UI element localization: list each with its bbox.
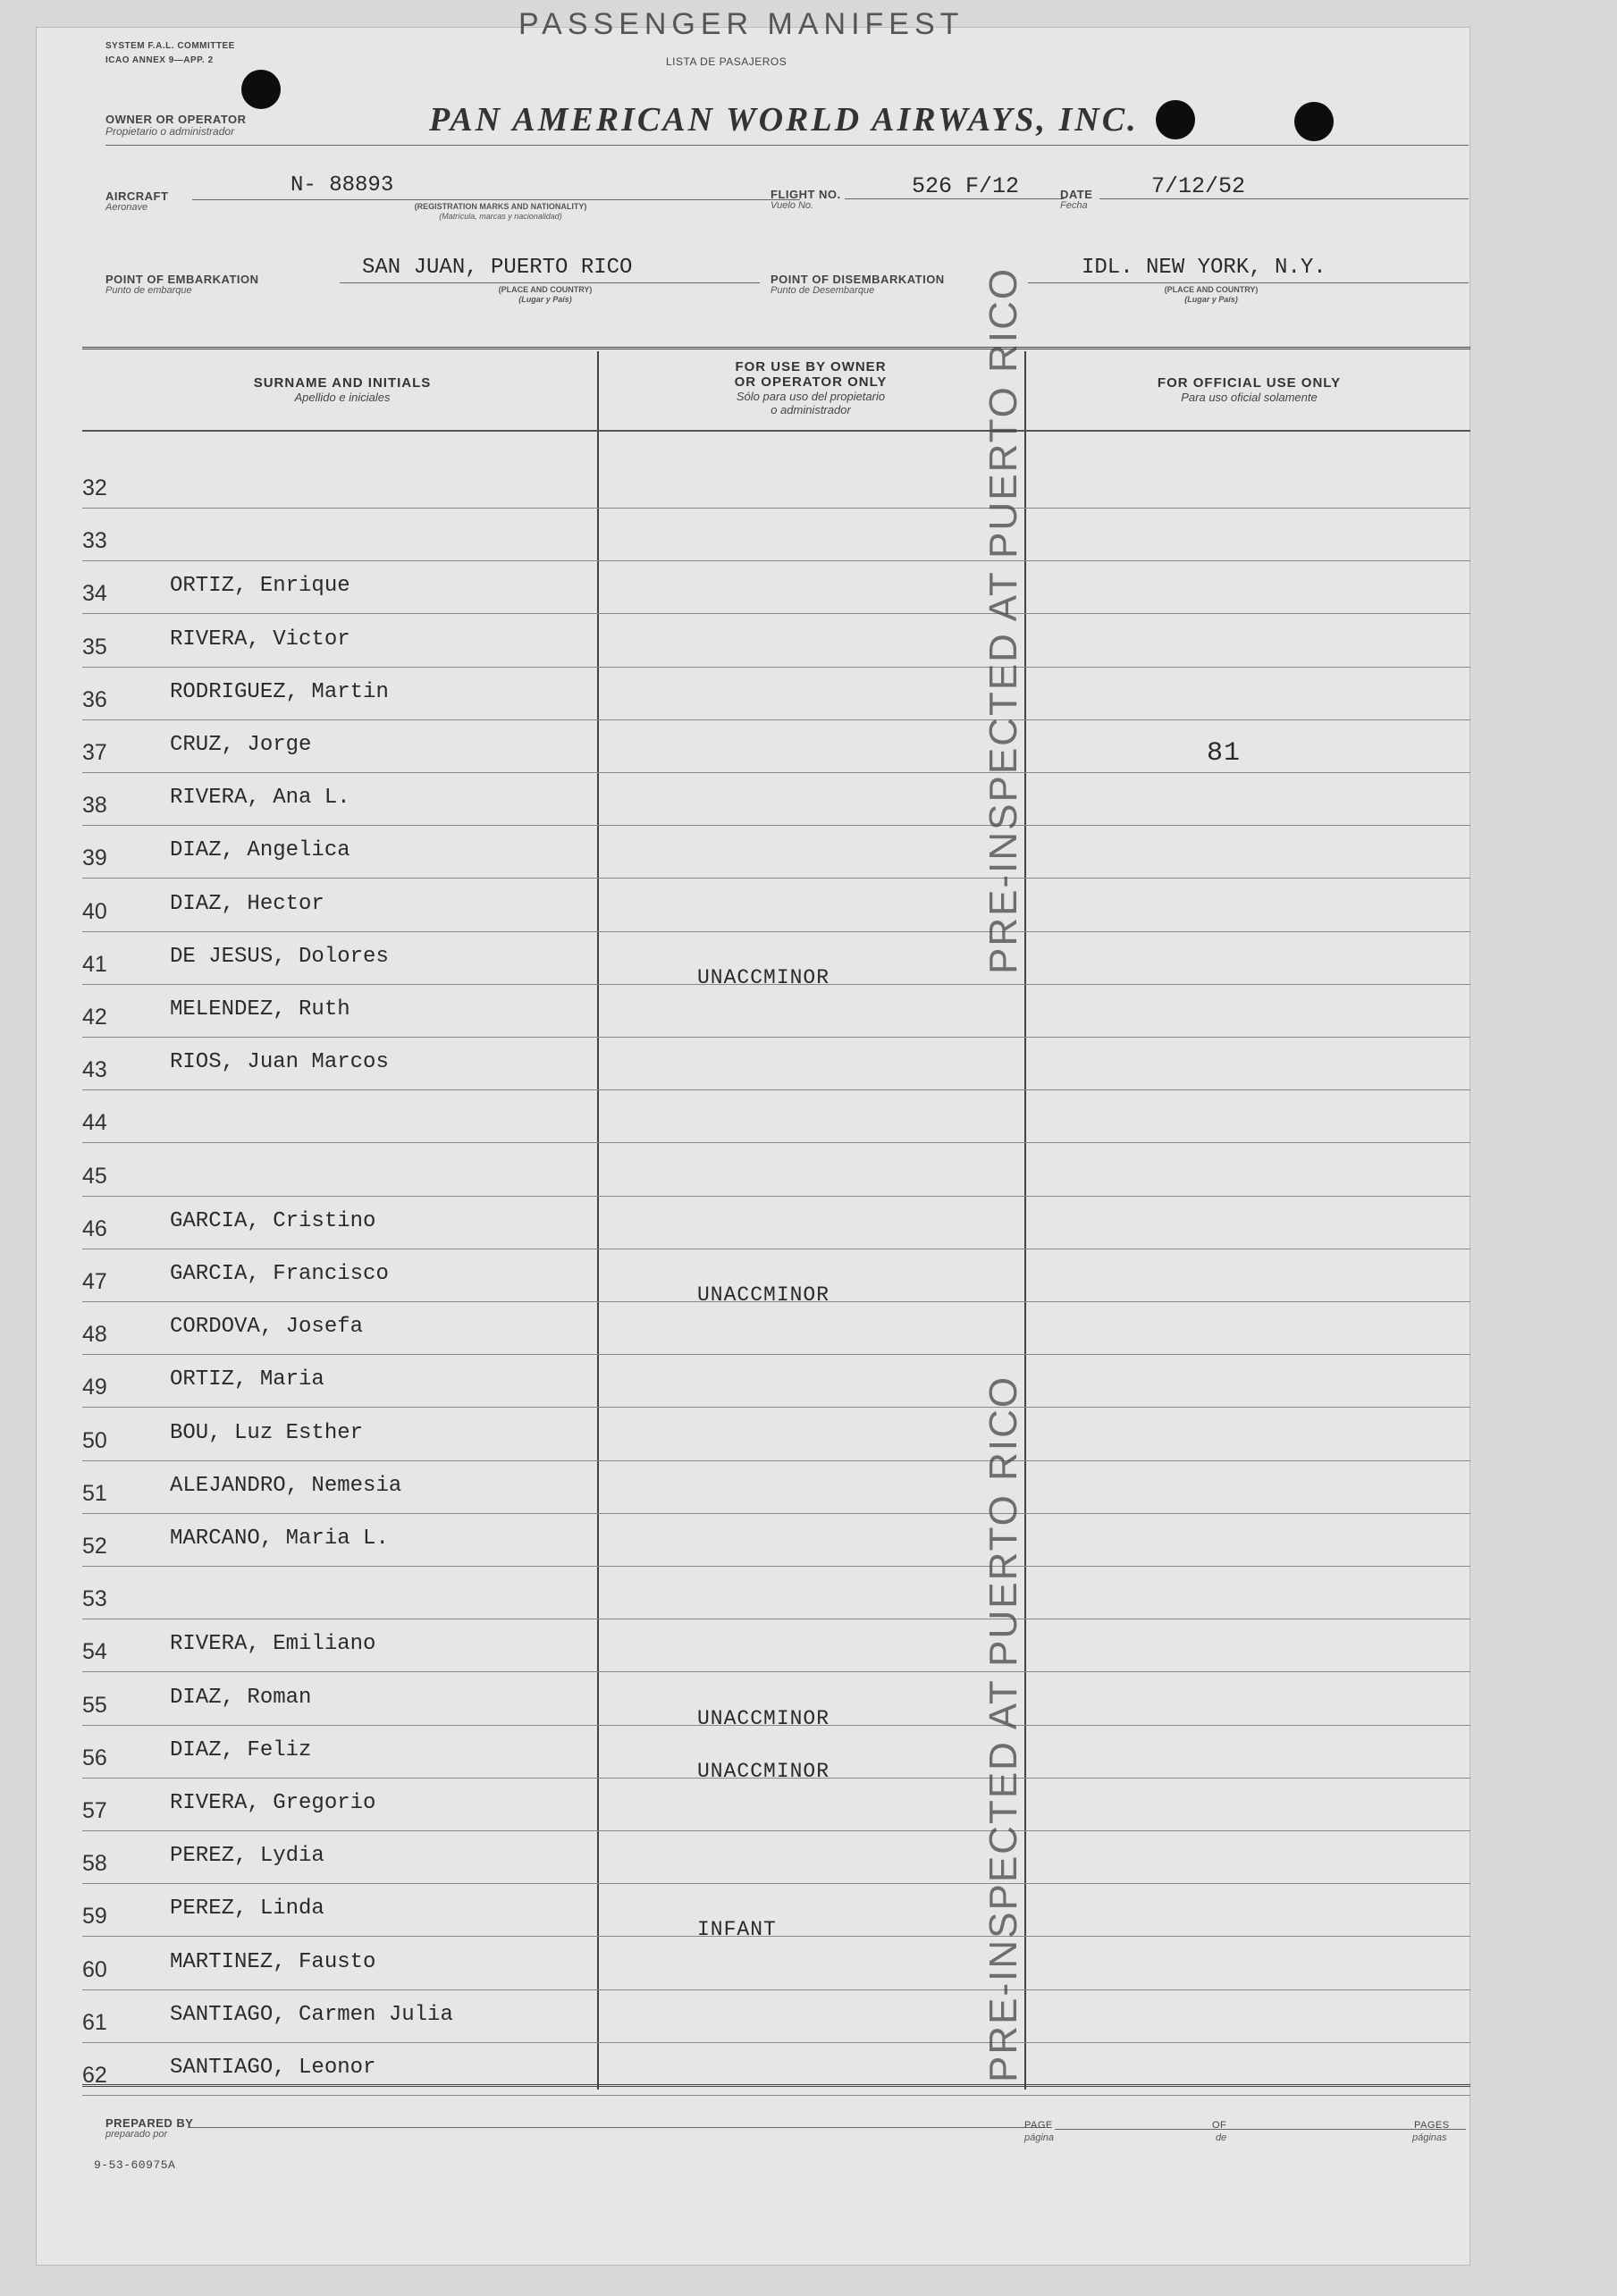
row-number: 34 (82, 581, 107, 607)
passenger-name: PEREZ, Linda (170, 1897, 324, 1922)
passenger-name: ORTIZ, Maria (170, 1367, 324, 1392)
manifest-subtitle: LISTA DE PASAJEROS (666, 55, 787, 68)
passenger-name: BOU, Luz Esther (170, 1420, 364, 1445)
row-rule (82, 1513, 1470, 1514)
row-rule (82, 667, 1470, 668)
passenger-name: MELENDEZ, Ruth (170, 997, 350, 1022)
row-number: 54 (82, 1639, 107, 1665)
embark-label: POINT OF EMBARKATION (105, 273, 259, 286)
row-number: 47 (82, 1269, 107, 1294)
passenger-name: CORDOVA, Josefa (170, 1315, 364, 1340)
passenger-name: MARTINEZ, Fausto (170, 1949, 376, 1974)
date-label: DATE (1060, 188, 1093, 201)
embark-underline (340, 282, 760, 283)
row-number: 50 (82, 1427, 107, 1453)
airline-name: PAN AMERICAN WORLD AIRWAYS, INC. (429, 101, 1139, 139)
passenger-name: ALEJANDRO, Nemesia (170, 1473, 402, 1498)
punch-hole (241, 70, 281, 109)
aircraft-value: N- 88893 (291, 173, 394, 198)
table-bottom-rule (82, 2084, 1470, 2087)
page-underline (1055, 2129, 1466, 2130)
owner-note: UNACCMINOR (697, 965, 830, 989)
row-number: 38 (82, 793, 107, 819)
disembark-value: IDL. NEW YORK, N.Y. (1082, 256, 1326, 280)
row-number: 57 (82, 1798, 107, 1823)
row-number: 60 (82, 1956, 107, 1982)
preinspected-stamp: PRE-INSPECTED AT PUERTO RICO (981, 266, 1025, 974)
row-rule (82, 1142, 1470, 1143)
passenger-name: RODRIGUEZ, Martin (170, 679, 389, 704)
row-rule (82, 1037, 1470, 1038)
prepared-underline (188, 2127, 1046, 2128)
row-number: 41 (82, 951, 107, 977)
header-bottom-rule (82, 430, 1470, 432)
official-entry: 81 (1207, 738, 1242, 769)
row-rule (82, 1883, 1470, 1884)
punch-hole (1156, 100, 1195, 139)
passenger-name: ORTIZ, Enrique (170, 574, 350, 599)
preinspected-stamp: PRE-INSPECTED AT PUERTO RICO (981, 1375, 1025, 2082)
date-underline (1099, 198, 1469, 199)
of-label: OF (1212, 2120, 1227, 2131)
row-number: 62 (82, 2063, 107, 2088)
registration-caption: (REGISTRATION MARKS AND NATIONALITY) (Matrícula, marcas y nacionalidad) (414, 202, 587, 221)
row-number: 59 (82, 1904, 107, 1930)
table-top-rule (82, 347, 1470, 349)
row-number: 40 (82, 898, 107, 924)
passenger-name: RIVERA, Ana L. (170, 786, 350, 811)
date-label-es: Fecha (1060, 200, 1088, 211)
aircraft-label: AIRCRAFT (105, 189, 169, 203)
flight-value: 526 F/12 (912, 173, 1020, 199)
passenger-name: GARCIA, Francisco (170, 1262, 389, 1286)
owner-note: UNACCMINOR (697, 1706, 830, 1730)
passenger-name: RIVERA, Victor (170, 627, 350, 652)
owner-underline (105, 145, 1469, 146)
row-rule (82, 2042, 1470, 2043)
date-value: 7/12/52 (1151, 173, 1246, 199)
row-number: 42 (82, 1005, 107, 1030)
passenger-name: GARCIA, Cristino (170, 1208, 376, 1233)
disembark-underline (1028, 282, 1469, 283)
row-number: 37 (82, 740, 107, 765)
passenger-name: RIVERA, Gregorio (170, 1791, 376, 1815)
row-number: 48 (82, 1322, 107, 1348)
row-rule (82, 719, 1470, 720)
row-rule (82, 1196, 1470, 1197)
official-column-header: FOR OFFICIAL USE ONLY Para uso oficial solamente (1157, 375, 1342, 404)
row-rule (82, 1989, 1470, 1990)
owner-label-es: Propietario o administrador (105, 125, 235, 138)
row-number: 35 (82, 634, 107, 660)
owner-note: INFANT (697, 1918, 777, 1942)
row-rule (82, 825, 1470, 826)
embark-caption: (PLACE AND COUNTRY) (Lugar y País) (498, 285, 593, 304)
row-number: 49 (82, 1375, 107, 1400)
row-number: 36 (82, 686, 107, 712)
row-rule (82, 1407, 1470, 1408)
passenger-name: PEREZ, Lydia (170, 1844, 324, 1869)
of-label-es: de (1216, 2132, 1227, 2143)
pages-label: PAGES (1414, 2120, 1450, 2131)
prepared-label: PREPARED BY (105, 2116, 194, 2130)
row-rule (82, 2095, 1470, 2096)
passenger-name: RIVERA, Emiliano (170, 1632, 376, 1657)
aircraft-underline (192, 199, 800, 200)
page-label: PAGE (1024, 2120, 1053, 2131)
embark-value: SAN JUAN, PUERTO RICO (362, 256, 633, 280)
row-number: 58 (82, 1851, 107, 1877)
row-number: 53 (82, 1586, 107, 1612)
name-column-header: SURNAME AND INITIALS Apellido e iniciales (253, 375, 432, 404)
disembark-label: POINT OF DISEMBARKATION (771, 273, 945, 286)
manifest-title: PASSENGER MANIFEST (518, 7, 964, 41)
passenger-name: MARCANO, Maria L. (170, 1526, 389, 1551)
owner-label: OWNER OR OPERATOR (105, 113, 247, 126)
passenger-name: DIAZ, Roman (170, 1685, 312, 1710)
passenger-name: DE JESUS, Dolores (170, 944, 389, 969)
passenger-name: SANTIAGO, Leonor (170, 2056, 376, 2080)
row-number: 56 (82, 1745, 107, 1770)
row-rule (82, 1460, 1470, 1461)
prepared-label-es: preparado por (105, 2129, 168, 2140)
flight-label: FLIGHT NO. (771, 188, 841, 201)
flight-underline (845, 198, 1064, 199)
flight-label-es: Vuelo No. (771, 200, 814, 211)
row-number: 45 (82, 1163, 107, 1189)
owner-column-header: FOR USE BY OWNER OR OPERATOR ONLY Sólo para uso del propietario o administrador (734, 359, 888, 416)
disembark-caption: (PLACE AND COUNTRY) (Lugar y País) (1164, 285, 1259, 304)
owner-note: UNACCMINOR (697, 1759, 830, 1783)
passenger-name: RIOS, Juan Marcos (170, 1050, 389, 1075)
passenger-name: SANTIAGO, Carmen Julia (170, 2002, 453, 2027)
page-label-es: página (1024, 2132, 1055, 2143)
row-rule (82, 1830, 1470, 1831)
row-number: 51 (82, 1480, 107, 1506)
row-number: 52 (82, 1534, 107, 1559)
disembark-label-es: Punto de Desembarque (771, 285, 875, 296)
punch-hole (1294, 102, 1334, 141)
row-number: 46 (82, 1215, 107, 1241)
passenger-name: CRUZ, Jorge (170, 733, 312, 757)
row-number: 61 (82, 2009, 107, 2035)
row-number: 55 (82, 1692, 107, 1718)
row-rule (82, 1354, 1470, 1355)
form-annex: ICAO ANNEX 9—APP. 2 (105, 55, 214, 65)
row-rule (82, 613, 1470, 614)
row-number: 39 (82, 845, 107, 871)
row-rule (82, 931, 1470, 932)
row-number: 43 (82, 1057, 107, 1083)
col-divider-1 (597, 351, 599, 2090)
row-rule (82, 1089, 1470, 1090)
pages-label-es: páginas (1412, 2132, 1447, 2143)
passenger-name: DIAZ, Angelica (170, 838, 350, 863)
manifest-sheet (36, 7, 1470, 2266)
row-rule (82, 1566, 1470, 1567)
row-number: 44 (82, 1110, 107, 1136)
owner-note: UNACCMINOR (697, 1283, 830, 1307)
passenger-name: DIAZ, Feliz (170, 1737, 312, 1762)
embark-label-es: Punto de embarque (105, 285, 192, 296)
row-number: 32 (82, 475, 107, 500)
aircraft-label-es: Aeronave (105, 202, 148, 213)
row-rule (82, 878, 1470, 879)
row-rule (82, 508, 1470, 509)
passenger-name: DIAZ, Hector (170, 891, 324, 916)
row-number: 33 (82, 528, 107, 554)
row-rule (82, 1671, 1470, 1672)
form-committee: SYSTEM F.A.L. COMMITTEE (105, 41, 235, 51)
row-rule (82, 560, 1470, 561)
form-code: 9-53-60975A (94, 2158, 176, 2172)
row-rule (82, 772, 1470, 773)
